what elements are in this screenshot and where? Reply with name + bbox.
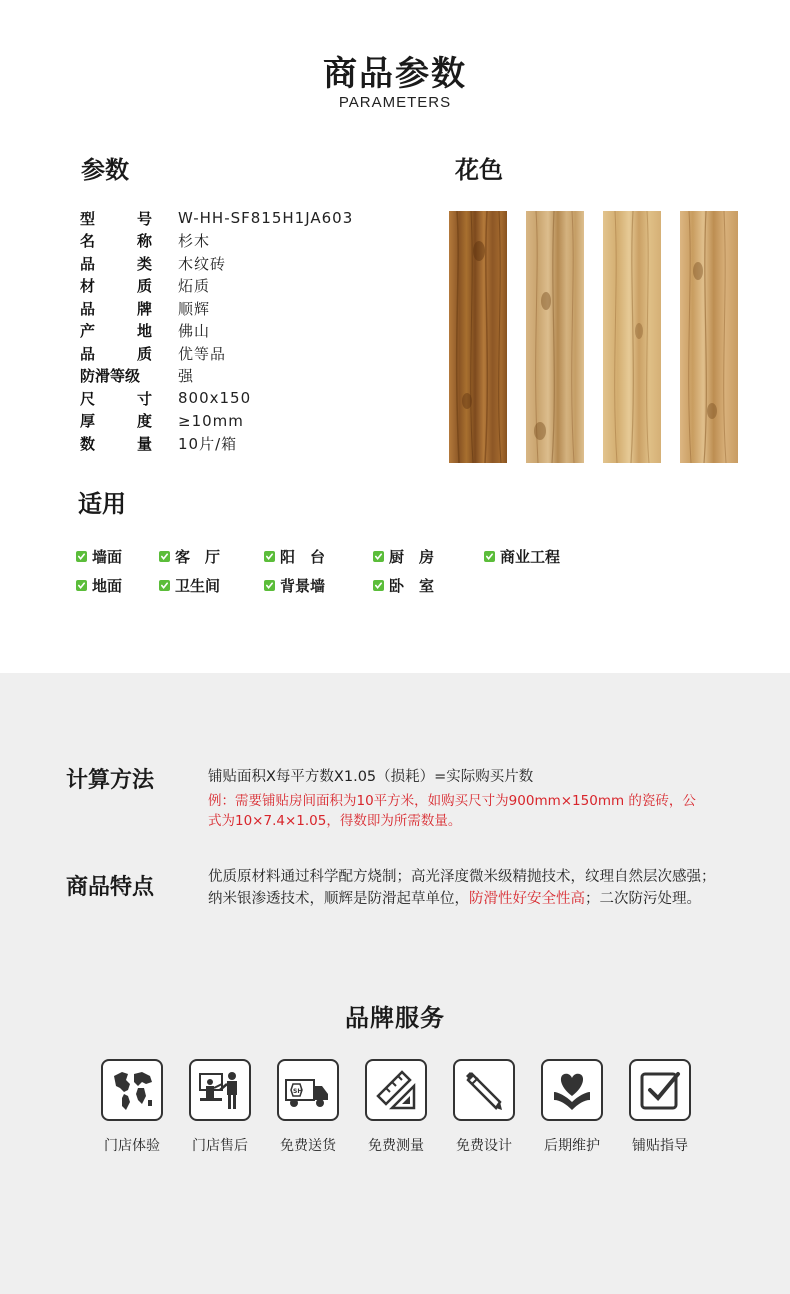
param-label-char: 型 [80,209,96,228]
usage-label: 商业工程 [500,548,561,566]
param-row [80,207,420,230]
param-label-char: 厚 [80,412,96,431]
param-row [80,387,420,410]
param-label-char: 号 [136,209,152,228]
param-label-char: 品 [80,299,96,318]
usage-item [264,575,325,596]
service-item-free-design [452,1059,516,1155]
wood-swatch-2 [526,211,584,463]
param-value: W-HH-SF815H1JA603 [178,209,354,228]
param-label-char: 质 [136,277,152,296]
usage-label: 背景墙 [280,577,326,595]
check-icon [159,551,170,562]
param-value: 优等品 [178,344,227,363]
service-item-free-delivery [276,1059,340,1155]
features-text-part1: 优质原材料通过科学配方烧制；高光泽度微米级精抛技术，纹理自然层次感强；纳米银渗透技术，顺辉是防滑起草单位， [208,869,716,907]
service-item-maintenance [540,1059,604,1155]
param-row [80,230,420,253]
service-label: 铺贴指导 [632,1138,688,1154]
people-board-icon [189,1059,251,1121]
param-value: ≥10mm [178,411,244,430]
param-label-char: 量 [136,434,152,453]
usage-list [76,546,596,606]
service-list [100,1059,700,1159]
wood-swatch-3 [603,211,661,463]
service-label: 门店售后 [192,1138,248,1154]
params-heading: 参数 [81,156,129,184]
param-label-char: 数 [80,434,96,453]
check-icon [159,580,170,591]
param-row [80,410,420,433]
usage-item [159,546,220,567]
param-label-char: 称 [136,232,152,251]
param-label [80,365,152,386]
service-item-free-measure [364,1059,428,1155]
param-row [80,297,420,320]
param-value: 800x150 [178,389,252,408]
param-row [80,320,420,343]
page-title: 商品参数 [323,54,467,94]
check-icon [373,551,384,562]
param-label-char: 防滑等级 [80,367,141,386]
param-value: 顺辉 [178,299,211,318]
usage-item [484,546,560,567]
usage-item [373,575,434,596]
usage-label: 卫生间 [175,577,221,595]
usage-label: 厨 房 [389,548,435,566]
color-swatches [449,211,739,463]
check-icon [484,551,495,562]
param-label-char: 质 [136,344,152,363]
param-label [80,275,152,296]
usage-item [373,546,434,567]
param-row [80,365,420,388]
param-label [80,230,152,251]
globe-icon [101,1059,163,1121]
param-value: 炻质 [178,277,211,296]
param-label [80,388,152,409]
features-text [208,866,728,910]
param-label [80,410,152,431]
param-label-char: 品 [80,344,96,363]
usage-label: 阳 台 [280,548,326,566]
param-value: 木纹砖 [178,254,227,273]
usage-label: 客 厅 [175,548,221,566]
service-label: 免费设计 [456,1138,512,1154]
usage-heading: 适用 [78,490,126,518]
param-value: 强 [178,367,195,386]
param-label [80,298,152,319]
svg-text:SH: SH [293,1088,303,1095]
ruler-triangle-icon [365,1059,427,1121]
param-label-char: 地 [136,322,152,341]
usage-item [159,575,220,596]
param-value: 10片/箱 [178,434,238,453]
heart-hand-icon [541,1059,603,1121]
check-icon [264,551,275,562]
param-label [80,433,152,454]
check-icon [76,580,87,591]
param-label-char: 品 [80,254,96,273]
checkbox-icon [629,1059,691,1121]
param-label-char: 名 [80,232,96,251]
param-row [80,342,420,365]
usage-item [264,546,325,567]
param-label [80,253,152,274]
check-icon [373,580,384,591]
usage-label: 卧 室 [389,577,435,595]
usage-item [76,546,122,567]
params-table [80,207,420,455]
features-text-part2: ；二次防污处理。 [585,891,701,907]
service-label: 后期维护 [544,1138,600,1154]
usage-label: 墙面 [92,548,123,566]
service-label: 免费送货 [280,1138,336,1154]
param-label-char: 材 [80,277,96,296]
usage-label: 地面 [92,577,123,595]
calc-heading: 计算方法 [66,768,155,793]
param-label [80,208,152,229]
service-item-tiling-guide [628,1059,692,1155]
param-label-char: 度 [136,412,152,431]
param-label [80,343,152,364]
features-highlight: 防滑性好安全性高 [469,891,585,907]
param-row [80,275,420,298]
check-icon [264,580,275,591]
wood-swatch-1 [449,211,507,463]
service-item-store-aftersales [188,1059,252,1155]
param-value: 佛山 [178,322,211,341]
param-label-char: 尺 [80,389,96,408]
colors-heading: 花色 [455,156,503,184]
param-value: 杉木 [178,232,211,251]
service-label: 门店体验 [104,1138,160,1154]
check-icon [76,551,87,562]
param-label-char: 产 [80,322,96,341]
param-row [80,252,420,275]
usage-item [76,575,122,596]
param-label [80,320,152,341]
pencil-icon [453,1059,515,1121]
calc-formula: 铺贴面积X每平方数X1.05（损耗）=实际购买片数 [208,769,534,785]
service-heading: 品牌服务 [345,1004,445,1032]
calc-example: 例：需要铺贴房间面积为10平方米，如购买尺寸为900mm×150mm 的瓷砖，公式为10×7.4×1.05，得数即为所需数量。 [208,793,696,829]
param-label-char: 类 [136,254,152,273]
features-heading: 商品特点 [66,875,155,900]
page-subtitle: PARAMETERS [338,94,452,111]
param-row [80,432,420,455]
service-label: 免费测量 [368,1138,424,1154]
delivery-truck-icon [277,1059,339,1121]
param-label-char: 寸 [136,389,152,408]
service-item-store-experience [100,1059,164,1155]
wood-swatch-4 [680,211,738,463]
param-label-char: 牌 [136,299,152,318]
